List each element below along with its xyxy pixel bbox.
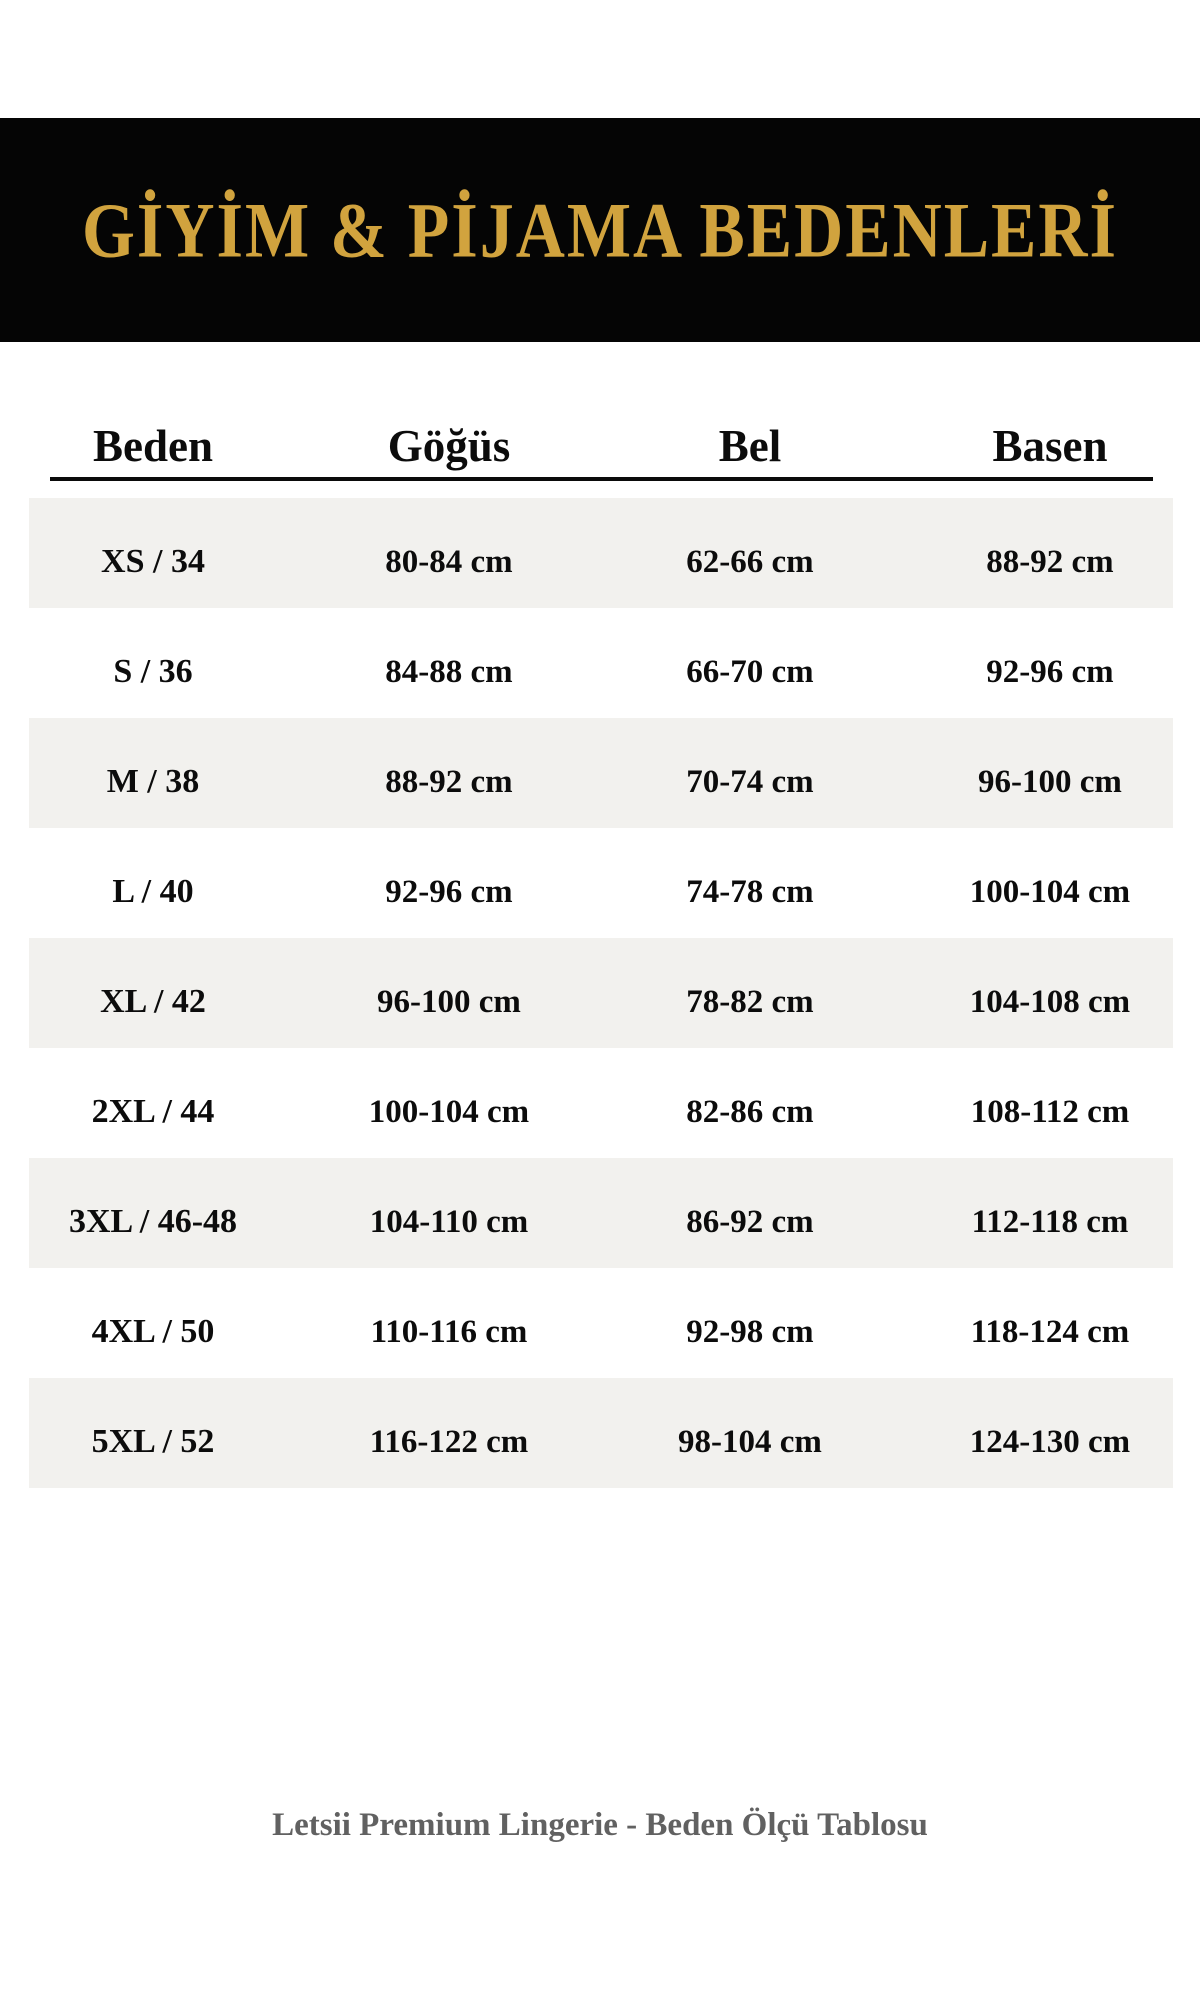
size-cell: L / 40: [112, 873, 194, 910]
size-cell: 3XL / 46-48: [68, 1203, 238, 1240]
waist-cell: 92-98 cm: [686, 1313, 814, 1350]
size-cell: 4XL / 50: [91, 1313, 215, 1350]
hip-cell: 108-112 cm: [970, 1093, 1130, 1130]
hip-cell: 92-96 cm: [986, 653, 1114, 690]
table-row: [29, 498, 1173, 608]
column-header-chest: Göğüs: [387, 421, 511, 471]
hip-cell: 118-124 cm: [970, 1313, 1130, 1350]
table-row: [29, 608, 1173, 718]
size-cell: 2XL / 44: [91, 1093, 215, 1130]
table-row: [29, 828, 1173, 938]
table-row: [29, 938, 1173, 1048]
footer-caption: Letsii Premium Lingerie - Beden Ölçü Tablosu: [272, 1807, 928, 1843]
column-header-waist: Bel: [718, 421, 782, 471]
waist-cell: 66-70 cm: [686, 653, 814, 690]
chest-cell: 104-110 cm: [369, 1203, 529, 1240]
header-divider: [50, 477, 1153, 481]
waist-cell: 78-82 cm: [686, 983, 814, 1020]
chest-cell: 116-122 cm: [369, 1423, 529, 1460]
chest-cell: 96-100 cm: [377, 983, 521, 1020]
size-cell: 5XL / 52: [91, 1423, 215, 1460]
chest-cell: 100-104 cm: [368, 1093, 530, 1130]
size-table-body: [29, 498, 1173, 1488]
size-cell: XL / 42: [100, 983, 206, 1020]
footer: [0, 1807, 1200, 1844]
table-row: [29, 718, 1173, 828]
column-header-hip: Basen: [992, 421, 1108, 471]
waist-cell: 82-86 cm: [686, 1093, 814, 1130]
size-cell: XS / 34: [101, 543, 205, 580]
table-row: [29, 1158, 1173, 1268]
chest-cell: 80-84 cm: [385, 543, 513, 580]
table-row: [29, 1048, 1173, 1158]
waist-cell: 74-78 cm: [686, 873, 814, 910]
table-row: [29, 1378, 1173, 1488]
chest-cell: 110-116 cm: [370, 1313, 528, 1350]
hip-cell: 104-108 cm: [969, 983, 1131, 1020]
size-cell: M / 38: [106, 763, 200, 800]
table-row: [29, 1268, 1173, 1378]
column-header-size: Beden: [92, 421, 213, 471]
waist-cell: 98-104 cm: [678, 1423, 822, 1460]
title-banner: [0, 118, 1200, 342]
hip-cell: 96-100 cm: [978, 763, 1122, 800]
size-cell: S / 36: [113, 653, 193, 690]
hip-cell: 88-92 cm: [986, 543, 1114, 580]
chest-cell: 92-96 cm: [385, 873, 513, 910]
chest-cell: 84-88 cm: [385, 653, 513, 690]
waist-cell: 70-74 cm: [686, 763, 814, 800]
chest-cell: 88-92 cm: [385, 763, 513, 800]
page-title: GİYİM & PİJAMA BEDENLERİ: [82, 185, 1118, 274]
waist-cell: 62-66 cm: [686, 543, 814, 580]
hip-cell: 124-130 cm: [969, 1423, 1131, 1460]
waist-cell: 86-92 cm: [686, 1203, 814, 1240]
hip-cell: 112-118 cm: [971, 1203, 1129, 1240]
hip-cell: 100-104 cm: [969, 873, 1131, 910]
